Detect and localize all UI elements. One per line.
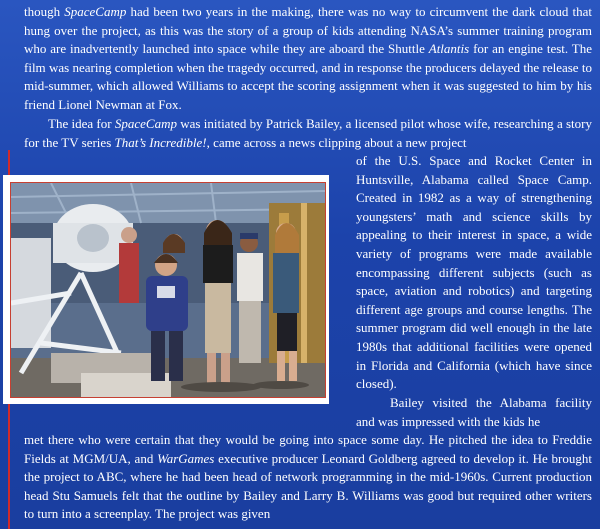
- paragraph-3-side-text: [356, 395, 592, 429]
- text-run: The idea for: [48, 116, 115, 131]
- italic-title-text: WarGames: [157, 450, 215, 466]
- film-still-photo: [10, 182, 326, 398]
- text-run: for an engine test. The film was nearing completion when the tragedy occurred, and in response the producers delayed the release to mid-summer, which allowed Williams to accept the scoring assignment when it was suggested to him by his friend Lionel Newman at Fox.: [24, 41, 593, 112]
- paragraph-3-side: [356, 394, 592, 431]
- text-run: though: [24, 4, 65, 19]
- text-run: executive producer Leonard Goldberg agreed to develop it. He brought the project to ABC, where he had been head of network programming in the mid-1960s. Current production head Stu Samuels felt that the outline by Bailey and Larry B. Williams was good but required other writers to turn into a screenplay. The project was given: [24, 450, 592, 522]
- italic-title-text: That’s Incredible!: [114, 134, 207, 150]
- paragraph-3-bottom: [24, 431, 592, 524]
- text-run: Bailey visited the Alabama facility and was impressed with the kids he: [356, 395, 592, 429]
- italic-title-text: Atlantis: [428, 41, 470, 57]
- paragraph-1: [24, 3, 592, 115]
- text-run: of the U.S. Space and Rocket Center in Huntsville, Alabama called Space Camp. Created in 1982 as a way of strengthening youngsters’ math and science skills by appealing to their interest in space, a wide variety of programs were made available encompassing different subjects (such as space, aviation and robotics) and targeting different age groups and course lengths. The summer program did well enough in the late 1980s that additional facilities were opened in Florida and California (which have since closed).: [356, 153, 592, 392]
- text-run: met there who were certain that they would be going into space some day. He pitched the idea to Freddie Fields at MGM/UA, and: [24, 432, 592, 466]
- italic-title-text: SpaceCamp: [64, 4, 127, 19]
- film-still-illustration: [11, 183, 325, 397]
- paragraph-2-side: [356, 152, 592, 394]
- text-run: had been two years in the making, there was no way to circumvent the dark cloud that hung over the project, as this was the story of a group of kids attending NASA’s summer training program who are inadvertently launched into space while they are aboard the Shuttle: [24, 4, 592, 57]
- paragraph-2-top-text: [24, 116, 592, 150]
- text-run: was initiated by Patrick Bailey, a licensed pilot whose wife, researching a story for the TV series: [24, 116, 592, 150]
- text-run: , came across a news clipping about a new project: [206, 134, 467, 150]
- italic-title-text: SpaceCamp: [114, 116, 177, 131]
- paragraph-2-top: [24, 115, 592, 152]
